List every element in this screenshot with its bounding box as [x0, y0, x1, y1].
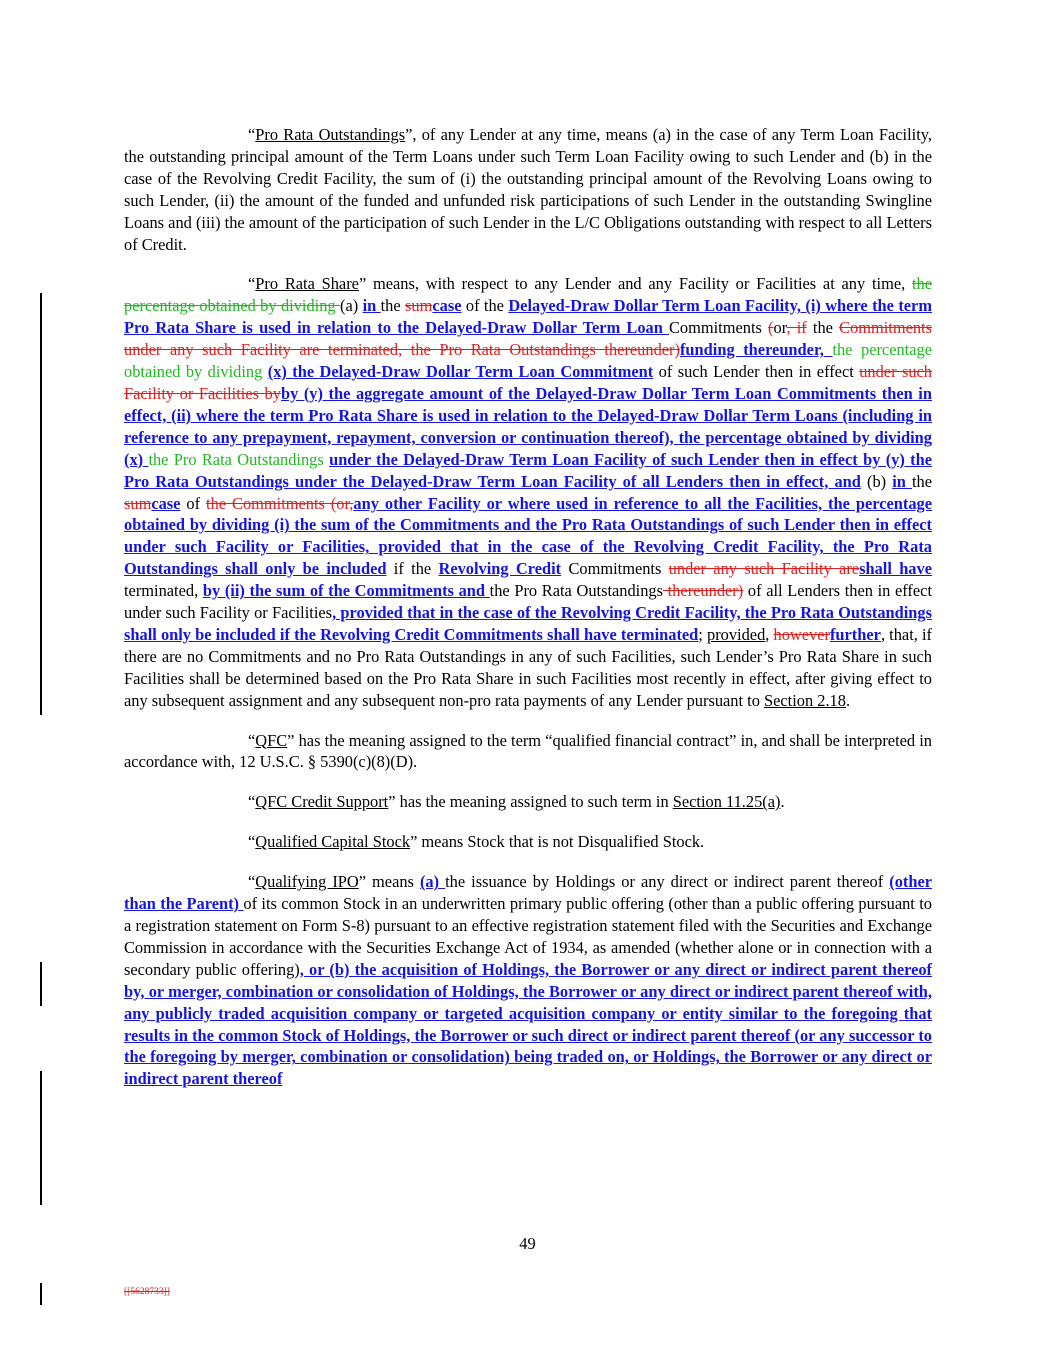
change-bar	[40, 962, 42, 1006]
text-run: the	[911, 471, 932, 491]
text-run: ” means	[358, 872, 420, 892]
text-run: “	[248, 730, 256, 750]
inserted-text: (a)	[419, 872, 446, 892]
text-run: Commitments	[561, 559, 669, 579]
defined-term: Qualified Capital Stock	[255, 832, 411, 852]
text-run: the	[380, 296, 406, 316]
deleted-text: sum	[124, 493, 152, 513]
inserted-text: funding thereunder,	[679, 340, 833, 360]
text-run: the	[806, 318, 840, 338]
moved-text: the Pro Rata Outstandings	[148, 449, 330, 469]
deleted-text: thereunder)	[663, 581, 744, 601]
inserted-text: in	[892, 471, 912, 491]
inserted-text: under the Delayed-Draw Term Loan Facility of such Lender then in effect by (y) the Pro Rata Outstandings under the Delayed-Draw Term Loan Facility of all Lenders then in effect, and	[124, 449, 932, 491]
text-run: of the	[461, 296, 509, 316]
deleted-text: sum	[405, 296, 433, 316]
text-run: , that, if there are no Commitments and no Pro Rata Outstandings in any of such Facilities, such Lender’s Pro Rata Share in such Facilities shall be determined based on the Pro Rata Share in such Facilities most recently in effect, after giving effect to any subsequent assignment and any subsequent non-pro rata payments of any Lender pursuant to	[124, 624, 933, 710]
deleted-text: however	[773, 624, 830, 644]
definition-qualified-capital-stock	[124, 831, 932, 853]
deleted-text: , if	[786, 318, 807, 338]
text-run: “	[248, 125, 256, 144]
inserted-text: (other than the Parent)	[124, 872, 933, 914]
text-run: “	[248, 832, 256, 852]
definition-qfc	[124, 730, 932, 774]
text-run: if the	[386, 559, 439, 579]
moved-text: the percentage obtained by dividing	[124, 340, 932, 382]
inserted-text: , or (b) the acquisition of Holdings, the Borrower or any direct or indirect parent thereof by, or merger, combination or consolidation of Holdings, the Borrower or any direct or indirect parent thereof with, any publicly traded acquisition company or targeted acquisition company or entity similar to the foregoing that results in the common Stock of Holdings, the Borrower or such direct or indirect parent thereof (or any successor to the foregoing by merger, combination or consolidation) being traded on, or Holdings, the Borrower or any direct or indirect parent thereof	[124, 959, 933, 1089]
change-bar	[40, 293, 42, 715]
defined-term: QFC	[255, 730, 288, 750]
inserted-text: case	[432, 296, 462, 316]
text-run: ”, of any Lender at any time, means (a) in the case of any Term Loan Facility, the outstanding principal amount of the Term Loans under such Term Loan Facility owing to such Lender and (b) in the case of the Revolving Credit Facility, the sum of (i) the outstanding principal amount of the Revolving Loans owing to such Lender, (ii) the amount of the funded and unfunded risk participations of such Lender in the outstanding Swingline Loans and (iii) the amount of the participation of such Lender in the L/C Obligations outstanding with respect to all Letters of Credit.	[124, 125, 933, 254]
defined-term: QFC Credit Support	[255, 792, 389, 812]
document-id: [[5628733]]	[124, 1287, 170, 1297]
defined-term: Section 11.25(a)	[672, 792, 781, 812]
inserted-text: Delayed-Draw Dollar Term Loan Facility, (i) where the term Pro Rata Share is used in relation to the Delayed-Draw Dollar Term Loan	[124, 296, 932, 338]
inserted-text: any other Facility or where used in reference to all the Facilities, the percentage obtained by dividing (i) the sum of the Commitments and the Pro Rata Outstandings of such Lender then in effect under such Facility or Facilities, provided that in the case of the Revolving Credit Facility, the Pro Rata Outstandings shall only be included	[124, 493, 932, 579]
text-run: ” has the meaning assigned to the term “qualified financial contract” in, and shall be interpreted in accordance with, 12 U.S.C. § 5390(c)(8)(D).	[124, 730, 932, 772]
text-run: the issuance by Holdings or any direct or indirect parent thereof	[445, 872, 890, 892]
text-run: of its common Stock in an underwritten primary public offering (other than a public offering pursuant to a registration statement on Form S-8) pursuant to an effective registration statement filed with the Securities and Exchange Commission in accordance with the Securities Exchange Act of 1934, as amended (whether alone or in connection with a secondary public offering)	[124, 894, 932, 979]
deleted-text: under such Facility or Facilities by	[124, 362, 933, 403]
text-run: the Pro Rata Outstandings	[489, 581, 664, 601]
inserted-text: case	[151, 493, 181, 513]
inserted-text: further	[829, 624, 881, 644]
inserted-text: , provided that in the case of the Revolving Credit Facility, the Pro Rata Outstandings shall only be included if the Revolving Credit Commitments shall have terminated	[124, 603, 932, 644]
inserted-text: (x) the Delayed-Draw Dollar Term Loan Commitment	[267, 362, 654, 382]
text-run: (a)	[339, 296, 363, 316]
defined-term: provided	[707, 624, 766, 644]
definition-qfc-credit-support	[124, 791, 932, 813]
text-run: .	[845, 690, 851, 710]
deleted-text: the Commitments (or,	[206, 493, 354, 513]
text-run: ;	[698, 624, 707, 644]
text-run: of	[180, 493, 207, 513]
text-run: “	[248, 792, 256, 812]
change-bar	[40, 1283, 42, 1305]
defined-term: Pro Rata Outstandings	[255, 125, 406, 144]
inserted-text: by (y) the aggregate amount of the Delayed-Draw Dollar Term Loan Commitments then in effect, (ii) where the term Pro Rata Share is used in relation to the Delayed-Draw Dollar Term Loans (including in reference to any prepayment, repayment, conversion or continuation thereof), the percentage obtained by dividing (x)	[124, 383, 932, 469]
change-bar	[40, 1071, 42, 1205]
inserted-text: in	[362, 296, 381, 316]
text-run: ” has the meaning assigned to such term in	[388, 792, 673, 812]
inserted-text: by (ii) the sum of the Commitments and	[202, 581, 490, 601]
text-run: ” means Stock that is not Disqualified Stock.	[410, 832, 705, 852]
deleted-text: (	[768, 318, 774, 338]
text-run: of such Lender then in effect	[653, 362, 860, 382]
definition-pro-rata-share	[124, 273, 932, 711]
text-run: ” means, with respect to any Lender and any Facility or Facilities at any time,	[358, 274, 912, 294]
text-run: (b)	[860, 471, 893, 491]
text-run: of all Lenders then in effect under such Facility or Facilities	[124, 581, 932, 623]
defined-term: Pro Rata Share	[255, 274, 359, 294]
text-run: Commitments	[668, 318, 769, 338]
moved-deleted-text: the percentage obtained by dividing	[124, 274, 932, 316]
deleted-text: under any such Facility are	[668, 559, 860, 579]
inserted-text: Revolving Credit	[438, 559, 562, 579]
text-run: ,	[765, 624, 774, 644]
text-run: “	[248, 274, 256, 294]
deleted-text: Commitments under any such Facility are terminated, the Pro Rata Outstandings thereunder)	[124, 318, 932, 360]
text-run: .	[780, 792, 785, 812]
inserted-text: shall have	[859, 559, 932, 579]
page-number: 49	[519, 1234, 536, 1253]
definition-qualifying-ipo	[124, 871, 932, 1090]
text-run: “	[248, 872, 256, 892]
text-run: or	[773, 318, 787, 338]
defined-term: Qualifying IPO	[255, 872, 359, 892]
document-body	[124, 124, 932, 1108]
definition-pro-rata-outstandings	[124, 124, 932, 255]
defined-term: Section 2.18	[764, 690, 846, 710]
text-run: terminated,	[124, 581, 203, 601]
